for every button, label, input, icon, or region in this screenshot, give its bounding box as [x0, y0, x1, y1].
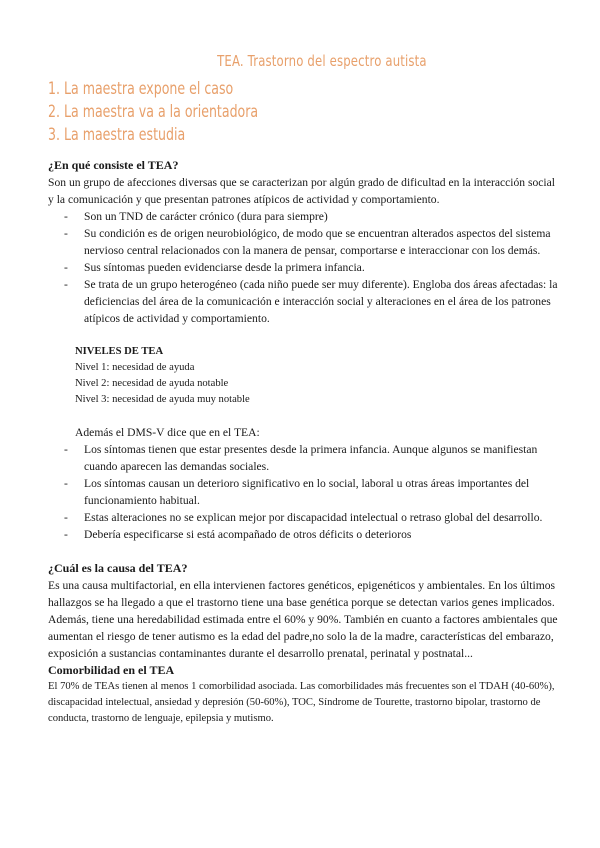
level-1: Nivel 1: necesidad de ayuda	[75, 362, 195, 373]
section3-heading: Comorbilidad en el TEA	[48, 663, 175, 677]
step-2: 2. La maestra va a la orientadora	[48, 102, 259, 122]
steps-list	[48, 78, 332, 147]
document-body	[48, 157, 558, 727]
section3-text: El 70% de TEAs tienen al menos 1 comorbilidad asociada. Las comorbilidades más frecuentes son el TDAH (40-60%), discapacidad intelectual, ansiedad y depresión (50-60%), TOC, Síndrome de Tourette, trastorno bipolar, trastorno de conducta, trastorno de lenguaje, epilepsia y mutismo.	[48, 681, 555, 724]
level-2: Nivel 2: necesidad de ayuda notable	[75, 378, 229, 389]
levels-heading: NIVELES DE TEA	[75, 346, 164, 357]
dsm-intro: Además el DMS-V dice que en el TEA:	[75, 426, 260, 439]
section2-heading: ¿Cuál es la causa del TEA?	[48, 561, 188, 575]
step-1: 1. La maestra expone el caso	[48, 79, 234, 99]
document-title-wrap	[0, 52, 600, 71]
section2-text: Es una causa multifactorial, en ella intervienen factores genéticos, epigenéticos y ambientales. En los últimos hallazgos se ha llegado a que el trastorno tiene una base genética porque se detectan varios genes implicados. Además, tiene una heredabilidad estimada entre el 60% y 90%. También en cuanto a factores ambientales que aumentan el riesgo de tener autismo es la edad del padre,no solo la de la madre, características del embarazo, exposición a sustancias contaminantes durante el desarrollo prenatal, perinatal y postnatal...	[48, 579, 558, 660]
section1-bullet: - Su condición es de origen neurobiológico, de modo que se encuentran alterados aspectos del sistema nervioso central relacionados con la manera de pensar, comportarse e interaccionar con los demás.	[48, 225, 558, 259]
step-3: 3. La maestra estudia	[48, 125, 186, 145]
level-3: Nivel 3: necesidad de ayuda muy notable	[75, 394, 250, 405]
dsm-bullet: - Los síntomas causan un deterioro significativo en lo social, laboral u otras áreas importantes del funcionamiento habitual.	[48, 475, 558, 509]
dsm-bullet: - Debería especificarse si está acompañado de otros déficits o deterioros	[48, 526, 558, 543]
document-title: TEA. Trastorno del espectro autista	[217, 52, 427, 70]
dsm-bullets	[48, 441, 558, 543]
section1-heading: ¿En qué consiste el TEA?	[48, 158, 179, 172]
dsm-bullet: - Estas alteraciones no se explican mejor por discapacidad intelectual o retraso global del desarrollo.	[48, 509, 558, 526]
section1-bullet: - Son un TND de carácter crónico (dura para siempre)	[48, 208, 558, 225]
dsm-bullet: - Los síntomas tienen que estar presentes desde la primera infancia. Aunque algunos se manifiestan cuando aparecen las demandas sociales.	[48, 441, 558, 475]
section1-intro: Son un grupo de afecciones diversas que se caracterizan por algún grado de dificultad en la interacción social y la comunicación y que presentan patrones atípicos de actividad y comportamiento.	[48, 176, 556, 206]
section1-bullets	[48, 208, 558, 327]
section1-bullet: - Se trata de un grupo heterogéneo (cada niño puede ser muy diferente). Engloba dos áreas afectadas: la deficiencias del área de la comunicación e interacción social y alteraciones en el área de los patrones atípicos de actividad y comportamiento.	[48, 276, 558, 327]
section1-bullet: - Sus síntomas pueden evidenciarse desde la primera infancia.	[48, 259, 558, 276]
